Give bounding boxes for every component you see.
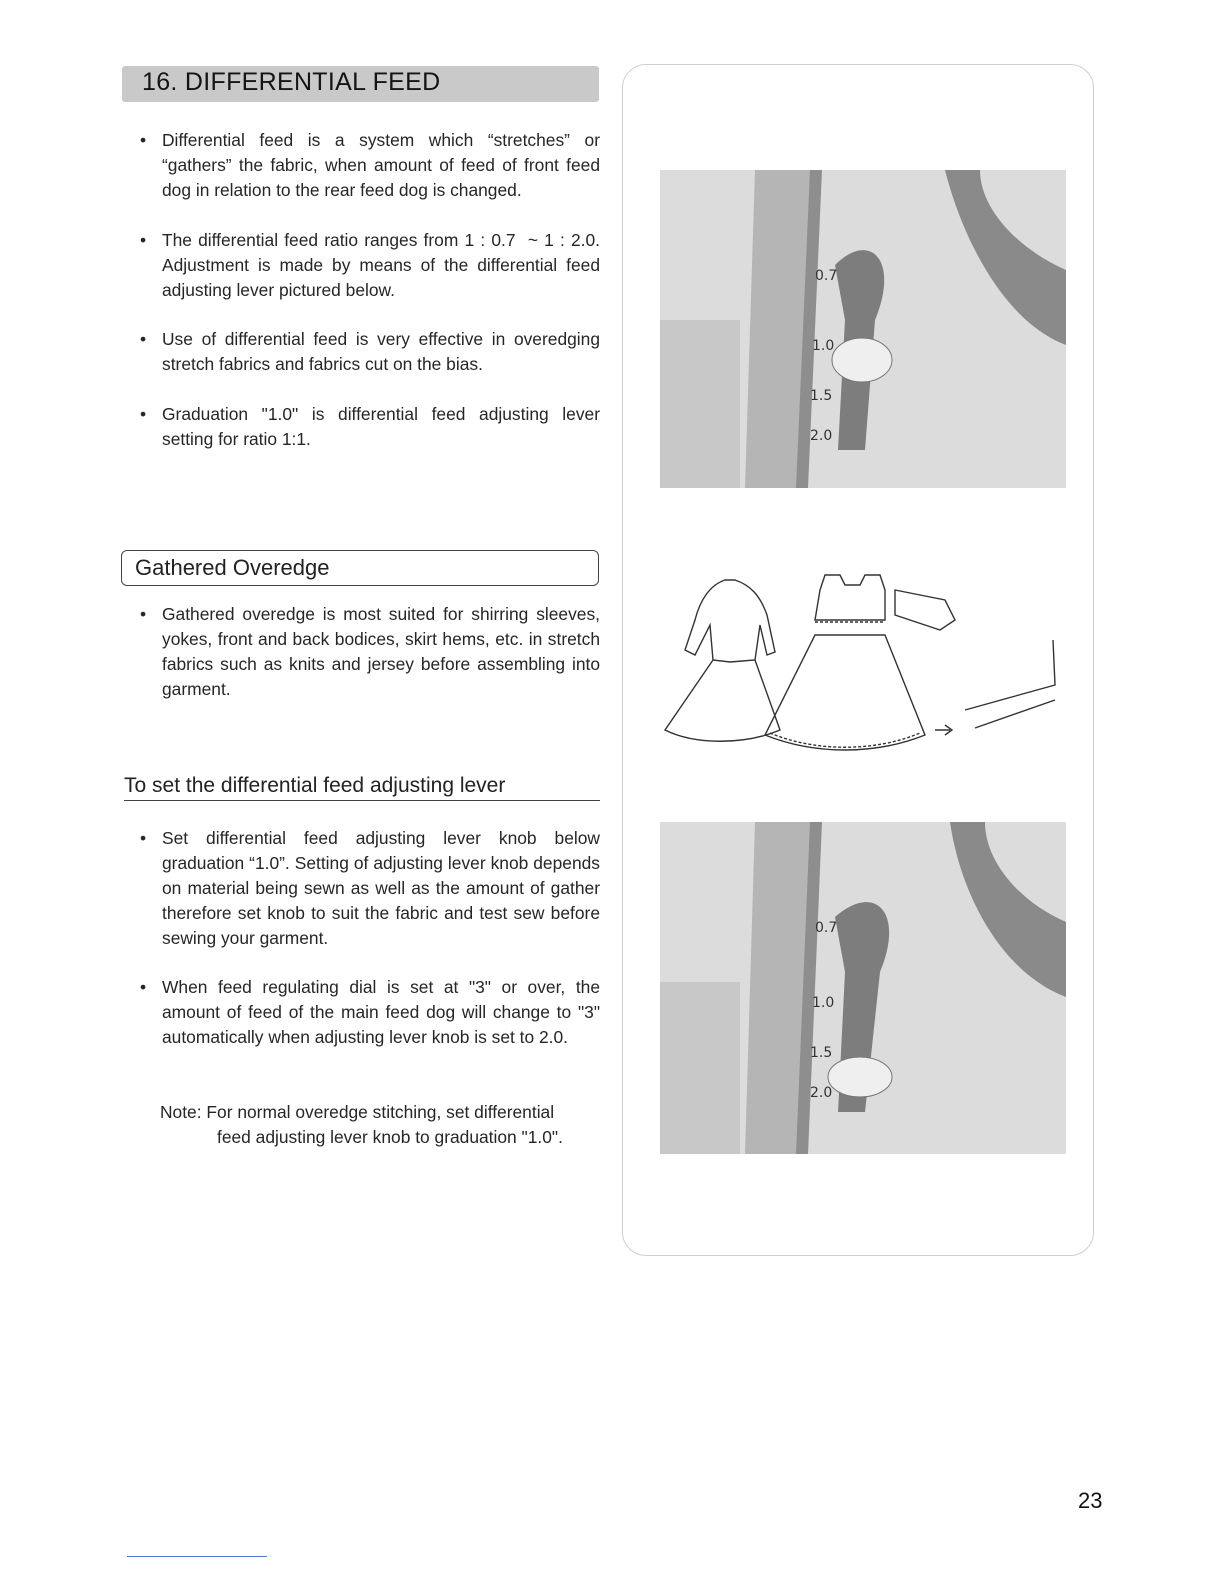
intro-bullets-3	[140, 327, 600, 377]
note-label: Note:	[160, 1102, 202, 1122]
skirt-piece	[765, 635, 925, 750]
list-item: • The differential feed ratio ranges from 1 : 0.7 ~ 1 : 2.0. Adjustment is made by means of the differential feed adjusting lever pictured below.	[140, 230, 600, 300]
dress-skirt	[665, 660, 780, 741]
scale-mark-1.0: 1.0	[812, 338, 835, 354]
list-item: • Graduation "1.0" is differential feed adjusting lever setting for ratio 1:1.	[140, 404, 600, 449]
list-item: • Use of differential feed is very effective in overedging stretch fabrics and fabrics cut on the bias.	[140, 329, 600, 374]
fabric-strip	[965, 640, 1055, 710]
intro-bullets-4	[140, 402, 600, 452]
set-lever-bullets	[140, 826, 600, 951]
machine-left-panel	[660, 320, 740, 488]
note-text-1: For normal overedge stitching, set differential	[206, 1102, 555, 1122]
lever-photo-default	[660, 170, 1066, 488]
scale-mark-1.5: 1.5	[810, 1045, 833, 1061]
scale-mark-1.5: 1.5	[810, 388, 833, 404]
scale-mark-2.0: 2.0	[810, 1085, 833, 1101]
sleeve-piece	[895, 590, 955, 630]
scale-mark-0.7: 0.7	[815, 920, 838, 936]
section-title: 16. DIFFERENTIAL FEED	[142, 68, 441, 96]
intro-bullets	[140, 128, 600, 203]
arrow-icon	[935, 725, 952, 735]
gathered-overedge-heading: Gathered Overedge	[135, 555, 330, 580]
scale-mark-0.7: 0.7	[815, 268, 838, 284]
intro-bullets-2	[140, 228, 600, 303]
list-item: • Set differential feed adjusting lever knob below graduation “1.0”. Setting of adjusting lever knob depends on material being sewn as well as the amount of gather therefore set knob to suit the fabric and test sew before sewing your garment.	[140, 828, 600, 948]
machine-left-panel	[660, 982, 740, 1154]
set-lever-bullets-2	[140, 975, 600, 1050]
lever-knob	[832, 338, 892, 382]
scale-mark-1.0: 1.0	[812, 995, 835, 1011]
bodice-piece	[815, 575, 885, 620]
gathered-bullets	[140, 602, 600, 702]
list-item: • When feed regulating dial is set at "3" or over, the amount of feed of the main feed dog will change to "3" automatically when adjusting lever knob is set to 2.0.	[140, 977, 600, 1047]
footer-rule	[127, 1556, 267, 1557]
dress-bodice	[685, 580, 775, 662]
lever-knob	[828, 1057, 892, 1097]
list-item: • Differential feed is a system which “stretches” or “gathers” the fabric, when amount of feed of front feed dog in relation to the rear feed dog is changed.	[140, 130, 600, 200]
lever-photo-gathered	[660, 822, 1066, 1154]
gathered-overedge-heading-box	[121, 550, 599, 586]
note	[160, 1100, 600, 1150]
skirt-hem-stitch	[770, 733, 920, 747]
section-title-bar	[122, 66, 599, 102]
list-item: • Gathered overedge is most suited for shirring sleeves, yokes, front and back bodices, skirt hems, etc. in stretch fabrics such as knits and jersey before assembling into garment.	[140, 604, 600, 699]
note-text-2: feed adjusting lever knob to graduation "1.0".	[217, 1127, 563, 1147]
page-number: 23	[1078, 1488, 1103, 1513]
scale-mark-2.0: 2.0	[810, 428, 833, 444]
set-lever-heading: To set the differential feed adjusting lever	[124, 774, 600, 801]
garment-illustration	[655, 560, 1065, 760]
